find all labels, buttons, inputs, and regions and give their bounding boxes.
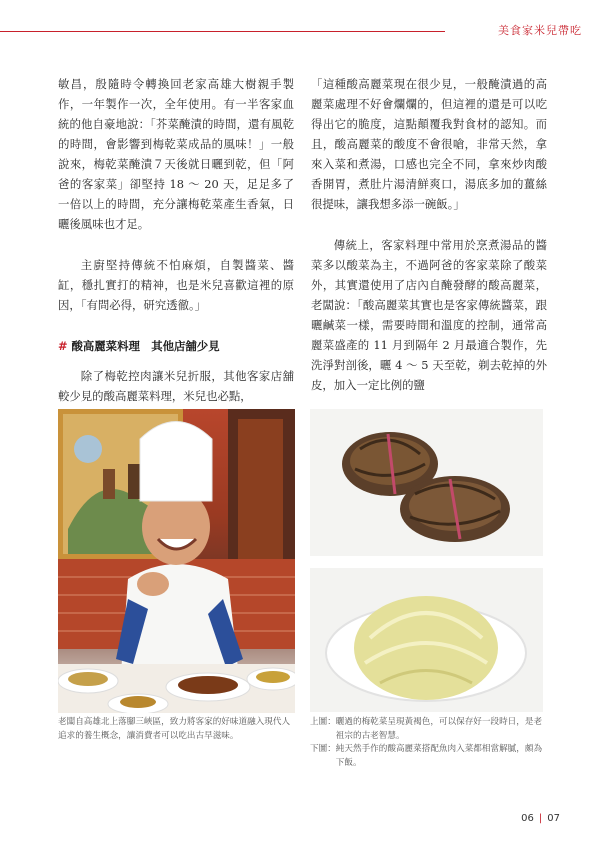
page-numbers	[521, 813, 560, 824]
left-paragraph-2: 主廚堅持傳統不怕麻煩，自製醬菜、醬缸，穩扎實打的精神，也是米兒喜歡這裡的原因，「有問必得，研究透徹。」	[58, 258, 294, 312]
caption-top-text: 曬過的梅乾菜呈現黃褐色，可以保存好一段時日，是老祖宗的古老智慧。	[335, 717, 543, 741]
running-header: 美食家米兒帶吃	[498, 24, 582, 37]
left-column	[58, 74, 294, 427]
page-number-right: 07	[547, 813, 560, 824]
caption-top-row	[310, 716, 545, 743]
right-column	[311, 74, 547, 416]
sour-cabbage-photo	[310, 568, 543, 712]
caption-bottom-label: 下圖：	[310, 744, 336, 754]
section-subheading	[58, 336, 294, 356]
chef-photo	[58, 409, 295, 713]
subheading-text: 酸高麗菜料理 其他店舖少見	[67, 339, 220, 353]
page-number-left: 06	[521, 813, 534, 824]
right-paragraph-1: 「這種酸高麗菜現在很少見，一般醃漬過的高麗菜處理不好會爛爛的，但這裡的還是可以吃得出它的脆度，這點顛覆我對食材的認知。而且，酸高麗菜的酸度不會很嗆，非常天然，拿來入菜和煮湯，口感也完全不同，拿來炒肉酸香開胃，煮肚片湯清鮮爽口，湯底多加的薑絲很提味，讓我想多添一碗飯。」	[311, 77, 547, 211]
chef-photo-caption: 老闆自高雄北上落腳三峽區，致力將客家的好味道融入現代人追求的養生概念，讓消費者可以吃出古早滋味。	[58, 717, 291, 741]
caption-top-label: 上圖：	[310, 717, 336, 727]
header-rule	[0, 31, 445, 32]
subheading-hash: #	[58, 339, 68, 353]
dried-mustard-greens-photo	[310, 409, 543, 556]
left-paragraph-3: 除了梅乾控肉讓米兒折服，其他客家店舖較少見的酸高麗菜料理，米兒也必點，	[58, 369, 294, 403]
caption-bottom-row	[310, 743, 545, 770]
left-paragraph-1: 敏昌，殷隨時令轉換回老家高雄大樹親手製作，一年製作一次，全年使用。有一半客家血統的他自豪地說：「芥菜醃漬的時間，還有風乾的時間，會影響到梅乾菜成品的風味！」一般說來，梅乾菜醃漬７天後就日曬到乾，但「阿爸的客家菜」卻堅持 18 ～ 20 天，足足多了一倍以上的時間，充分讓梅乾菜產生香氣，日曬後風味也才足。	[58, 77, 294, 231]
folio-separator: |	[538, 813, 543, 824]
right-paragraph-2: 傳統上，客家料理中常用於烹煮湯品的醬菜多以酸菜為主，不過阿爸的客家菜除了酸菜外，其實還使用了店內自醃發酵的酸高麗菜，老闆說：「酸高麗菜其實也是客家傳統醬菜，跟曬鹹菜一樣，需要時間和溫度的控制，通常高麗菜盛產的 11 月到隔年 2 月最適合製作，先洗淨對剖後，曬 4 ～ 5 天至乾，剃去乾掉的外皮，加入一定比例的鹽	[311, 238, 547, 392]
caption-bottom-text: 純天然手作的酸高麗菜搭配魚肉入菜都相當解膩，頗為下飯。	[335, 744, 543, 768]
right-photos-caption	[310, 716, 545, 770]
